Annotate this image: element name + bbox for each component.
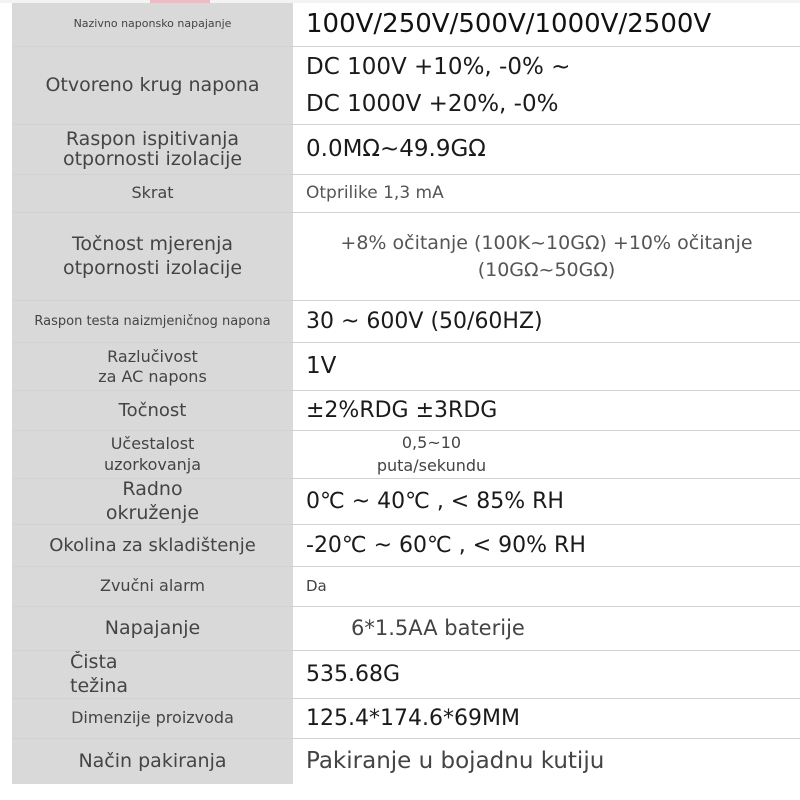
spec-row-rated-voltage (12, 3, 800, 47)
spec-row-short-circuit (12, 175, 800, 213)
spec-row-open-circuit-voltage (12, 47, 800, 125)
spec-label: Skrat (12, 175, 293, 212)
spec-label: Točnost (12, 391, 293, 430)
spec-label: Radno okruženje (12, 479, 293, 524)
spec-table (12, 0, 800, 800)
spec-label: Razlučivost za AC napons (12, 343, 293, 390)
spec-value: +8% očitanje (100K~10GΩ) +10% očitanje (10GΩ~50GΩ) (293, 213, 800, 300)
spec-value: 0,5~10 puta/sekundu (293, 431, 800, 478)
spec-label: Dimenzije proizvoda (12, 699, 293, 738)
spec-row-packaging (12, 739, 800, 784)
spec-value: 0℃ ~ 40℃ , < 85% RH (293, 479, 800, 524)
spec-row-power-supply (12, 607, 800, 651)
spec-label: Čista težina (12, 651, 293, 698)
spec-value: Da (293, 567, 800, 606)
spec-value: Otprilike 1,3 mA (293, 175, 800, 212)
spec-row-audible-alarm (12, 567, 800, 607)
spec-row-net-weight (12, 651, 800, 699)
spec-value: Pakiranje u bojadnu kutiju (293, 739, 800, 784)
spec-label: Otvoreno krug napona (12, 47, 293, 124)
spec-label: Učestalost uzorkovanja (12, 431, 293, 478)
spec-label: Napajanje (12, 607, 293, 650)
spec-value: 1V (293, 343, 800, 390)
spec-row-insulation-accuracy (12, 213, 800, 301)
spec-value: 30 ~ 600V (50/60HZ) (293, 301, 800, 342)
spec-row-insulation-range (12, 125, 800, 175)
spec-label: Zvučni alarm (12, 567, 293, 606)
spec-label: Raspon ispitivanja otpornosti izolacije (12, 125, 293, 174)
spec-row-dimensions (12, 699, 800, 739)
spec-value: DC 100V +10%, -0% ~ DC 1000V +20%, -0% (293, 47, 800, 124)
spec-row-storage-environment (12, 525, 800, 567)
spec-value: -20℃ ~ 60℃ , < 90% RH (293, 525, 800, 566)
spec-value: 0.0MΩ~49.9GΩ (293, 125, 800, 174)
spec-label: Raspon testa naizmjeničnog napona (12, 301, 293, 342)
spec-label: Način pakiranja (12, 739, 293, 784)
spec-value: 535.68G (293, 651, 800, 698)
spec-value: 6*1.5AA baterije (293, 607, 800, 650)
spec-value: ±2%RDG ±3RDG (293, 391, 800, 430)
spec-value: 100V/250V/500V/1000V/2500V (293, 3, 800, 46)
spec-label: Nazivno naponsko napajanje (12, 3, 293, 46)
spec-row-accuracy (12, 391, 800, 431)
spec-label: Točnost mjerenja otpornosti izolacije (12, 213, 293, 300)
spec-label: Okolina za skladištenje (12, 525, 293, 566)
spec-row-ac-resolution (12, 343, 800, 391)
spec-value: 125.4*174.6*69MM (293, 699, 800, 738)
spec-row-operating-environment (12, 479, 800, 525)
spec-row-ac-voltage-range (12, 301, 800, 343)
spec-row-sampling-rate (12, 431, 800, 479)
